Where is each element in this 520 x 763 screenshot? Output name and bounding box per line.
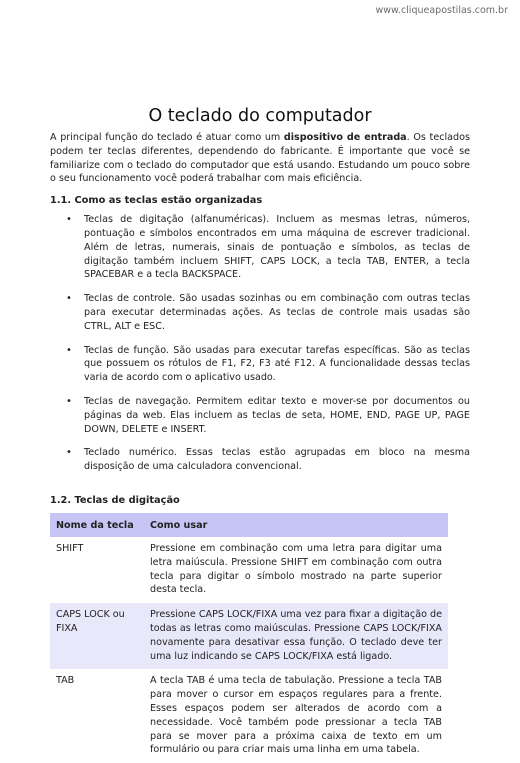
section-heading-typing-keys: 1.2. Teclas de digitação (50, 494, 180, 506)
bullet-icon: • (66, 214, 72, 226)
list-item-text: Teclas de controle. São usadas sozinhas ou em combinação com outras teclas para executar determinadas ações. As teclas de controle mais usadas são CTRL, ALT e ESC. (84, 293, 470, 332)
page-title: O teclado do computador (148, 106, 372, 126)
table-row (50, 669, 448, 763)
key-name-cell: SHIFT (56, 542, 84, 554)
typing-keys-table (50, 513, 448, 763)
list-item-text: Teclas de navegação. Permitem editar texto e mover-se por documentos ou páginas da web. Elas incluem as teclas de seta, HOME, END, PAGE UP, PAGE DOWN, DELETE e INSERT. (84, 395, 470, 435)
intro-bold-term: dispositivo de entrada (283, 132, 407, 143)
list-item-text: Teclas de função. São usadas para executar tarefas específicas. São as teclas que possuem os rótulos de F1, F2, F3 até F12. A funcionalidade dessas teclas varia de acordo com o aplicativo usado. (84, 344, 470, 384)
list-item (50, 395, 470, 436)
key-name-cell: CAPS LOCK ou FIXA (50, 603, 144, 669)
bullet-icon: • (66, 447, 72, 459)
how-to-use-cell: Pressione CAPS LOCK/FIXA uma vez para fixar a digitação de todas as letras como maiúsculas. Pressione CAPS LOCK/FIXA novamente para desativar essa função. O teclado deve ter uma luz indicando se CAPS LOCK/FIXA está ligado. (144, 603, 448, 669)
list-item (50, 446, 470, 474)
column-header-key-name: Nome da tecla (50, 513, 144, 537)
bullet-icon: • (66, 344, 72, 356)
column-header-how-to-use: Como usar (144, 513, 448, 537)
list-item-text: Teclado numérico. Essas teclas estão agrupadas em bloco na mesma disposição de uma calculadora convencional. (84, 447, 470, 473)
intro-text-end: . Os teclados podem ter teclas diferentes, dependendo do fabricante. É importante que você se familiarize com o teclado do computador que está usando. Estudando um pouco sobre o seu funcionamento você poderá trabalhar com mais eficiência. (50, 132, 470, 185)
key-name-cell: TAB (56, 675, 75, 687)
intro-text-start: A principal função do teclado é atuar como um (50, 132, 284, 143)
list-item (50, 344, 470, 385)
intro-paragraph (50, 131, 470, 186)
list-item (50, 213, 470, 282)
site-url: www.cliqueapostilas.com.br (375, 5, 508, 16)
bullet-icon: • (66, 395, 72, 407)
how-to-use-cell: Pressione em combinação com uma letra para digitar uma letra maiúscula. Pressione SHIFT em combinação com outra tecla para digitar o símbolo mostrado na parte superior desta tecla. (150, 542, 442, 596)
table-row (50, 537, 448, 603)
section-heading-organization: 1.1. Como as teclas estão organizadas (50, 195, 263, 207)
table-header-row (50, 513, 448, 537)
document-page (50, 104, 470, 763)
bullet-icon: • (66, 293, 72, 305)
key-groups-list (50, 213, 470, 474)
list-item-text: Teclas de digitação (alfanuméricas). Incluem as mesmas letras, números, pontuação e símbolos encontrados em uma máquina de escrever tradicional. Além de letras, numerais, sinais de pontuação e símbolos, as teclas de digitação também incluem SHIFT, CAPS LOCK, a tecla TAB, ENTER, a tecla SPACEBAR e a tecla BACKSPACE. (84, 214, 470, 281)
how-to-use-cell: A tecla TAB é uma tecla de tabulação. Pressione a tecla TAB para mover o cursor em espaços regulares para a frente. Esses espaços podem ser alterados de acordo com a necessidade. Você também pode pressionar a tecla TAB para se mover para a próxima caixa de texto em um formulário ou para criar mais uma linha em uma tabela. (150, 675, 442, 756)
table-row (50, 603, 448, 669)
list-item (50, 292, 470, 333)
